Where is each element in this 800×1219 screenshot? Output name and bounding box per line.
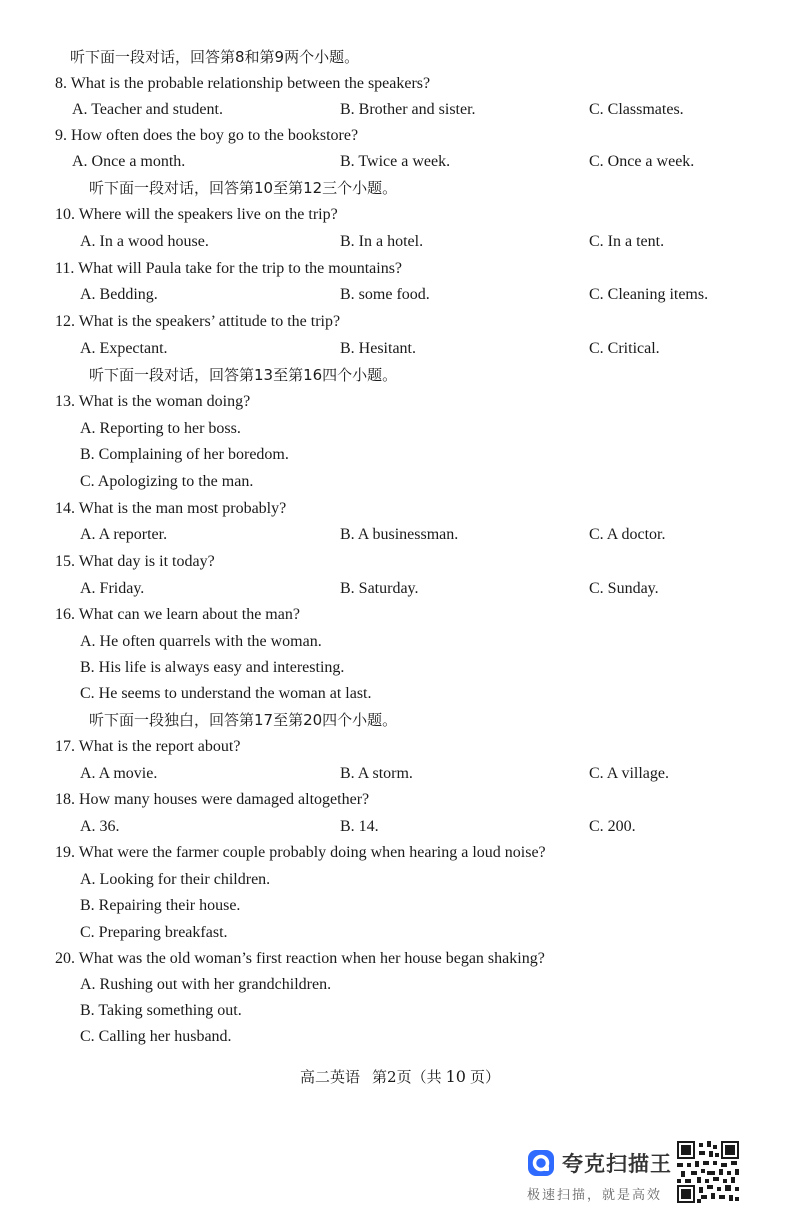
question-16-option-b: B. His life is always easy and interesting. [80, 659, 345, 676]
question-17-stem: 17. What is the report about? [55, 738, 241, 755]
watermark-slogan: 极速扫描，就是高效 [527, 1188, 663, 1203]
option-c: C. In a tent. [589, 233, 665, 250]
option-c: C. Classmates. [589, 101, 684, 118]
question-12-stem: 12. What is the speakers’ attitude to the trip? [55, 313, 341, 330]
option-b: B. some food. [340, 286, 430, 303]
question-14-stem: 14. What is the man most probably? [55, 500, 287, 517]
question-15-options [0, 577, 800, 601]
question-9-stem: 9. How often does the boy go to the bookstore? [55, 127, 359, 144]
option-c: C. A village. [589, 765, 669, 782]
question-13-option-b: B. Complaining of her boredom. [80, 446, 289, 463]
question-13-option-c: C. Apologizing to the man. [80, 473, 254, 490]
option-b: B. A storm. [340, 765, 413, 782]
question-16-option-c: C. He seems to understand the woman at last. [80, 685, 372, 702]
question-14-options [0, 523, 800, 547]
option-a: A. Expectant. [80, 340, 168, 357]
watermark-brand: 夸克扫描王 [562, 1152, 672, 1176]
page-footer [0, 1066, 800, 1087]
option-a: A. A movie. [80, 765, 158, 782]
question-9-options [0, 150, 800, 174]
option-a: A. 36. [80, 818, 120, 835]
question-10-options [0, 230, 800, 254]
scanner-logo-icon [527, 1149, 555, 1177]
option-c: C. Sunday. [589, 580, 659, 597]
option-b: B. Hesitant. [340, 340, 416, 357]
question-10-stem: 10. Where will the speakers live on the trip? [55, 206, 338, 223]
footer-subject: 高二英语 [300, 1068, 361, 1086]
question-11-stem: 11. What will Paula take for the trip to the mountains? [55, 260, 403, 277]
question-11-options [0, 283, 800, 307]
question-19-stem: 19. What were the farmer couple probably doing when hearing a loud noise? [55, 844, 546, 861]
question-20-option-a: A. Rushing out with her grandchildren. [80, 976, 332, 993]
option-b: B. A businessman. [340, 526, 459, 543]
option-a: A. A reporter. [80, 526, 168, 543]
question-13-option-a: A. Reporting to her boss. [80, 420, 241, 437]
option-b: B. Brother and sister. [340, 101, 476, 118]
question-20-stem: 20. What was the old woman’s first reaction when her house began shaking? [55, 950, 545, 967]
option-a: A. Friday. [80, 580, 145, 597]
question-13-stem: 13. What is the woman doing? [55, 393, 251, 410]
option-c: C. Cleaning items. [589, 286, 709, 303]
question-17-options [0, 762, 800, 786]
option-c: C. Critical. [589, 340, 660, 357]
footer-suffix: 页） [469, 1068, 500, 1086]
option-a: A. Once a month. [72, 153, 186, 170]
question-20-option-b: B. Taking something out. [80, 1002, 242, 1019]
option-b: B. In a hotel. [340, 233, 424, 250]
question-15-stem: 15. What day is it today? [55, 553, 215, 570]
question-8-stem: 8. What is the probable relationship between the speakers? [55, 75, 431, 92]
section-instruction-8-9: 听下面一段对话，回答第8和第9两个小题。 [70, 48, 360, 66]
question-20-option-c: C. Calling her husband. [80, 1028, 232, 1045]
question-19-option-a: A. Looking for their children. [80, 871, 271, 888]
section-instruction-13-16: 听下面一段对话，回答第13至第16四个小题。 [89, 366, 398, 384]
option-c: C. A doctor. [589, 526, 666, 543]
question-16-stem: 16. What can we learn about the man? [55, 606, 300, 623]
option-a: A. Teacher and student. [72, 101, 223, 118]
question-19-option-c: C. Preparing breakfast. [80, 924, 228, 941]
question-18-options [0, 815, 800, 839]
question-12-options [0, 337, 800, 361]
option-a: A. In a wood house. [80, 233, 209, 250]
footer-total: 10 [445, 1067, 466, 1086]
question-16-option-a: A. He often quarrels with the woman. [80, 633, 322, 650]
option-c: C. Once a week. [589, 153, 695, 170]
option-b: B. 14. [340, 818, 379, 835]
question-19-option-b: B. Repairing their house. [80, 897, 241, 914]
section-instruction-10-12: 听下面一段对话，回答第10至第12三个小题。 [89, 179, 398, 197]
section-instruction-17-20: 听下面一段独白，回答第17至第20四个小题。 [89, 711, 398, 729]
qr-code-icon [677, 1141, 739, 1203]
footer-page: 第2页（共 [372, 1068, 442, 1086]
option-b: B. Saturday. [340, 580, 419, 597]
question-18-stem: 18. How many houses were damaged altogether? [55, 791, 370, 808]
option-b: B. Twice a week. [340, 153, 451, 170]
option-a: A. Bedding. [80, 286, 158, 303]
option-c: C. 200. [589, 818, 636, 835]
question-8-options [0, 98, 800, 122]
